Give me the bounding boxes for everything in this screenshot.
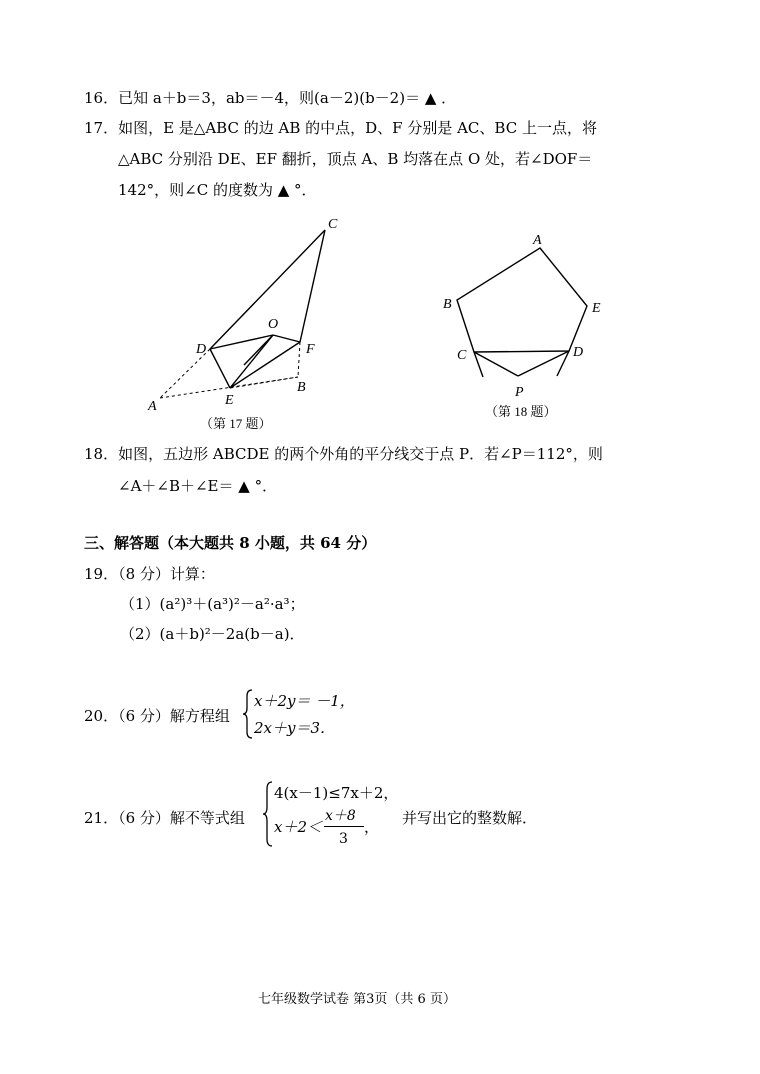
fig17-label-a: A	[148, 399, 157, 414]
fig17-label-b: B	[297, 380, 306, 395]
question-21-fraction-bar	[324, 826, 364, 827]
question-18-line-2: ∠A＋∠B＋∠E＝ ▲ °．	[118, 477, 278, 495]
question-21-comma: ，	[364, 818, 380, 836]
question-16: 16．已知 a＋b＝3，ab＝－4，则(a－2)(b－2)＝ ▲ ．	[84, 89, 457, 107]
fig18-label-e: E	[592, 301, 601, 316]
question-19-part-1: （1）(a²)³＋(a³)²－a²·a³；	[120, 595, 305, 613]
figure-18	[435, 228, 615, 428]
fig17-label-d: D	[196, 342, 207, 357]
question-21-intro: 21．（6 分）解不等式组	[84, 809, 245, 827]
fig17-label-e: E	[225, 393, 234, 408]
figure-18-lines	[457, 248, 587, 377]
question-20-intro: 20．（6 分）解方程组	[84, 707, 230, 725]
figure-17-dashed	[160, 342, 300, 398]
question-17-line-3: 142°，则∠C 的度数为 ▲ °．	[118, 181, 317, 199]
fig18-label-d: D	[573, 345, 584, 360]
figure-17-lines	[210, 230, 325, 388]
fig17-label-f: F	[306, 342, 315, 357]
figure-17-caption: （第 17 题）	[200, 416, 272, 431]
fig18-label-c: C	[457, 348, 467, 363]
question-20-eq-2: 2x＋y＝3．	[254, 719, 336, 737]
question-17-line-2: △ABC 分别沿 DE、EF 翻折，顶点 A、B 均落在点 O 处，若∠DOF＝	[118, 150, 593, 168]
fig18-label-b: B	[443, 297, 452, 312]
question-18-line-1: 18．如图，五边形 ABCDE 的两个外角的平分线交于点 P．若∠P＝112°，则	[84, 445, 603, 463]
question-19-intro: 19．（8 分）计算：	[84, 565, 215, 583]
question-17-line-1: 17．如图，E 是△ABC 的边 AB 的中点，D、F 分别是 AC、BC 上一点，将	[84, 119, 597, 137]
fig17-label-o: O	[268, 317, 279, 332]
question-21-tail: 并写出它的整数解．	[402, 809, 538, 827]
question-21-fraction-denominator: 3	[339, 831, 348, 847]
question-20-brace	[242, 688, 254, 740]
figure-17	[140, 210, 360, 435]
question-21-ineq-1: 4(x－1)≤7x＋2，	[274, 784, 399, 802]
figure-18-caption: （第 18 题）	[485, 404, 557, 419]
fig18-label-a: A	[533, 233, 542, 248]
question-20-eq-1: x＋2y＝ －1，	[254, 692, 355, 710]
question-21-brace	[262, 780, 274, 848]
page-footer: 七年级数学试卷 第3页（共 6 页）	[258, 992, 456, 1007]
question-21-ineq-2-left: x＋2＜	[274, 818, 323, 836]
fig17-label-c: C	[328, 217, 338, 232]
question-21-fraction-numerator: x＋8	[325, 808, 356, 824]
fig18-label-p: P	[515, 385, 524, 400]
question-19-part-2: （2）(a＋b)²－2a(b－a)．	[120, 625, 305, 643]
section-3-title: 三、解答题（本大题共 8 小题，共 64 分）	[84, 534, 377, 552]
